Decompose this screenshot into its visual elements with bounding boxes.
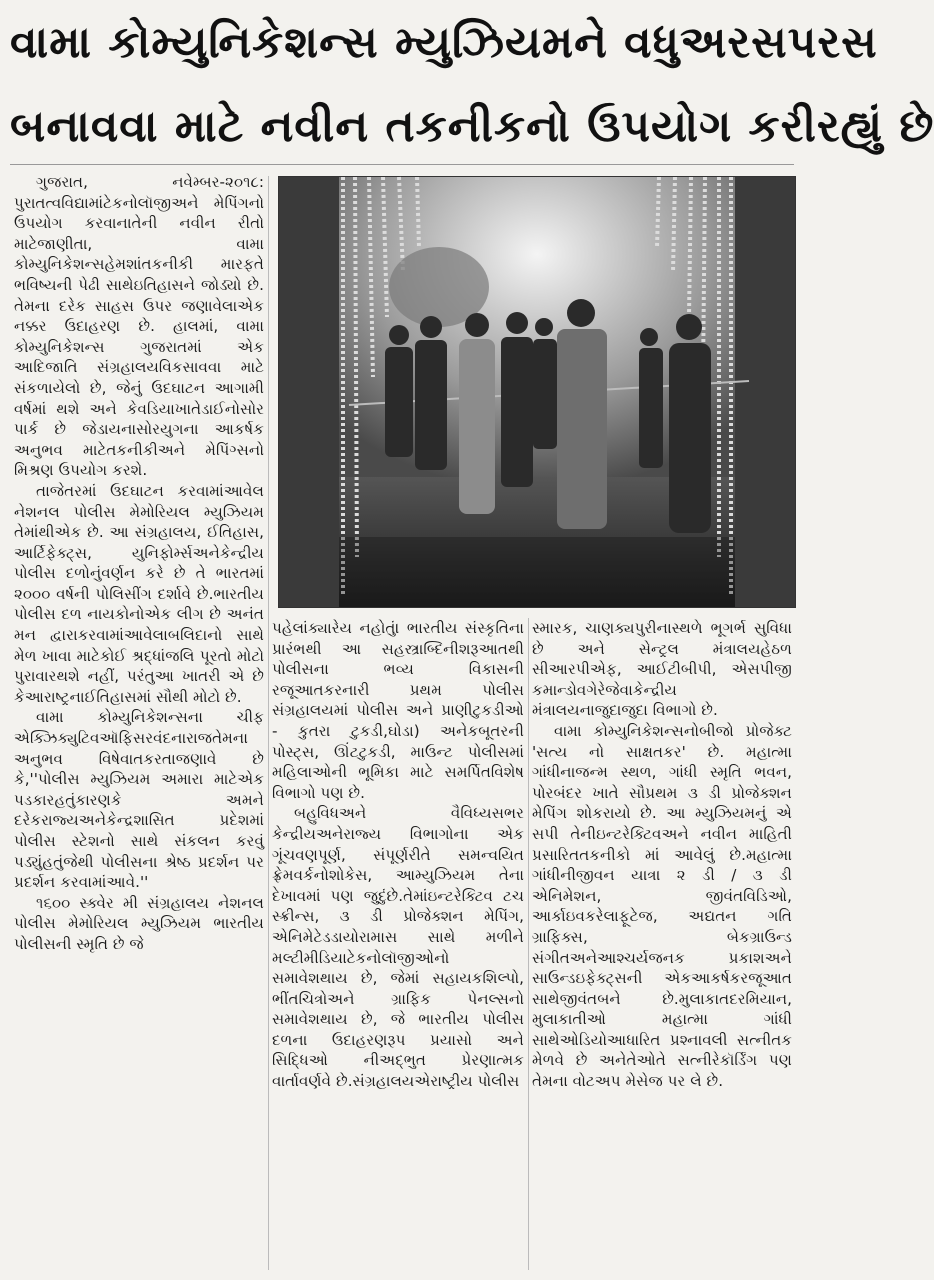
paragraph: બહુવિધઅને વૈવિધ્યસભર કેન્દ્રીયઅનેરાજ્ય વિભાગોના એક ગૂંચવણપૂર્ણ, સંપૂર્ણરીતે સમન્વયિત ફ્રેમવર્કનોશોકેસ, આમ્યુઝિયમ તેના દેખાવમાં પણ જુદુંછે.તેમાંઇન્ટરેક્ટિવ ટચ સ્ક્રીન્સ, ૩ ડી પ્રોજેક્શન મેપિંગ, એનિમેટેડડાયોરામાસ સાથે મળીને મલ્ટીમીડિયાટેકનોલૉજીઓનો સમાવેશથાય છે, જેમાં સહાયકશિલ્પો, ભીંતચિત્રોઅને ગ્રાફિક પેનલ્સનો સમાવેશથાય છે, જે ભારતીય પોલીસ દળના ઉદાહરણરૂપ પ્રયાસો અને સિદ્ધિઓ નીઅદ્ભુત પ્રેરણાત્મક વાર્તાવર્ણવે છે.સંગ્રહાલયએરાષ્ટ્રીય પોલીસ: [272, 804, 524, 1091]
headline-divider: [10, 164, 794, 165]
photo-illustration: [279, 177, 795, 607]
paragraph: સ્મારક, ચાણક્યપુરીનાસ્થળે ભૂગર્ભ સુવિધા છે અને સેન્ટ્રલ મંત્રાલયહેઠળ સીઆરપીએફ, આઈટીબીપી, એસપીજી કમાન્ડોવગેરેજેવાકેન્દ્રીય મંત્રાલયનાજુદાજુદા વિભાગો છે.: [532, 619, 792, 720]
article-column-1: [14, 172, 264, 1272]
paragraph: વામા કોમ્યુનિકેશન્સના ચીફ એક્ઝિક્યુટિવઑફિસરવંદનારાજતેમના અનુભવ વિષેવાતકરતાજણાવે છે કે,''પોલીસ મ્યુઝિયમ અમારા માટેએક પડકારહતુંકારણકે અમને દરેકરાજ્યઅનેકેન્દ્રશાસિત પ્રદેશમાં પોલીસ સ્ટેશનો સાથે સંકલન કરવું પડ્યુંહતુંજેથી પોલીસના શ્રેષ્ઠ પ્રદર્શન પર પ્રદર્શન કરવામાંઆવે.'': [14, 708, 264, 892]
column-divider: [268, 176, 269, 1270]
paragraph: તાજેતરમાં ઉદઘાટન કરવામાંઆવેલ નેશનલ પોલીસ મેમોરિયલ મ્યુઝિયમ તેમાંથીએક છે. આ સંગ્રહાલય, ઈતિહાસ, આર્ટિફેક્ટ્સ, યુનિફોર્મ્સઅનેકેન્દ્રીય પોલીસ દળોનુંવર્ણન કરે છે તે ભારતમાં ૨૦૦૦ વર્ષની પોલિસીંગ દર્શાવે છે.ભારતીય પોલીસ દળ નાયકોનોએક લીગ છે અનંત મન દ્વારાકરવામાંઆવેલાબલિદાનો સાથે મેળ ખાવા માટેકોઈ શ્રદ્ધાંજલિ પૂરતો મોટો પુરાવારથશે નહીં, પરંતુઆ ખાતરી એ છે કેઆરાષ્ટ્રનાઈતિહાસમાં સૌથી મોટો છે.: [14, 481, 264, 706]
inauguration-photo: [278, 176, 796, 608]
headline-line-2: બનાવવા માટે નવીન તકનીકનો ઉપયોગ કરીરહ્યું છે: [10, 101, 934, 152]
article-column-2: [272, 618, 524, 1270]
paragraph: પહેલાંક્યારેય નહોતું। ભારતીય સંસ્કૃતિના પ્રારંભથી આ સહસ્ત્રાબ્દિનીશરૂઆતથી પોલીસના ભવ્ય વિકાસની રજૂઆતકરનારી પ્રથમ પોલીસ સંગ્રહાલયમાં પોલીસ અને પ્રાણીટુકડીઓ - કુતરા ટુકડી,ઘોડા) અનેકબૂતરની પોસ્ટ્સ, ઊંટટુકડી, માઉન્ટ પોલીસમાં મહિલાઓની ભૂમિકા માટે સમર્પિતવિશેષ વિભાગો પણ છે.: [272, 619, 524, 802]
paragraph: ૧૬૦૦ સ્ક્વેર મી સંગ્રહાલય નેશનલ પોલીસ મેમોરિયલ મ્યુઝિયમ ભારતીય પોલીસની સ્મૃતિ છે જે: [14, 893, 264, 953]
paragraph: વામા કોમ્યુનિકેશન્સનોબીજો પ્રોજેક્ટ 'સત્ય નો સાક્ષતકર' છે. મહાત્મા ગાંધીનાજન્મ સ્થળ, ગાંધી સ્મૃતિ ભવન, પોરબંદર ખાતે સૌપ્રથમ ૩ ડી પ્રોજેક્શન મેપિંગ શોકરાયો છે. આ મ્યુઝિયમનું એ સપી તેનીઇન્ટરેક્ટિવઅને નવીન માહિતી પ્રસારિતતકનીકો માં આવેલું છે.મહાત્મા ગાંધીનીજીવન યાત્રા ૨ ડી / ૩ ડી એનિમેશન, જીવંતવિડિઓ, આર્કાઇવકરેલાફૂટેજ, અદ્યતન ગતિ ગ્રાફિક્સ, બેકગ્રાઉન્ડ સંગીતઅનેઆશ્ચર્યજનક પ્રકાશઅને સાઉન્ડઇફેક્ટ્સની એકઆકર્ષકરજૂઆત સાથેજીવંતબને છે.મુલાકાતદરમિયાન, મુલાકાતીઓ મહાત્મા ગાંધી સાથેઓડિયોઆધારિત પ્રશ્નાવલી સત્નીતક મેળવે છે અનેતેઓતે સત્નીરેકૉર્ડિંગ પણ તેમના વોટઅપ મેસેજ પર લે છે.: [532, 721, 792, 1091]
headline-line-1: વામા કોમ્યુનિકેશન્સ મ્યુઝિયમને વધુઅરસપરસ: [10, 17, 878, 68]
article-column-3: [532, 618, 792, 1270]
paragraph: ગુજરાત, નવેમ્બર-૨૦૧૮: પુરાતત્વવિદ્યામાંટેકનોલૉજીઅને મેપિંગનો ઉપયોગ કરવાનાતેની નવીન રીતો માટેજાણીતા, વામા કોમ્યુનિકેશન્સહેમશાંતકનીકી મારફતે ભવિષ્યની પેઢી સાથેઇતિહાસને જોડ્યો છે. તેમના દરેક સાહસ ઉપર જણાવેલાએક નક્કર ઉદાહરણ છે. હાલમાં, વામા કોમ્યુનિકેશન્સ ગુજરાતમાં એક આદિજાતિ સંગ્રહાલયવિકસાવવા માટે સંકળાયેલો છે, જેનું ઉદઘાટન આગામી વર્ષમાં થશે અને કેવડિયાખાતેડાઈનોસોર પાર્ક છે જેડાયનાસોરયુગના આકર્ષક અનુભવ માટેતકનીકીઅને મેપિંગ્સનો મિશ્રણ ઉપયોગ કરશે.: [14, 173, 264, 480]
column-divider: [528, 618, 529, 1270]
